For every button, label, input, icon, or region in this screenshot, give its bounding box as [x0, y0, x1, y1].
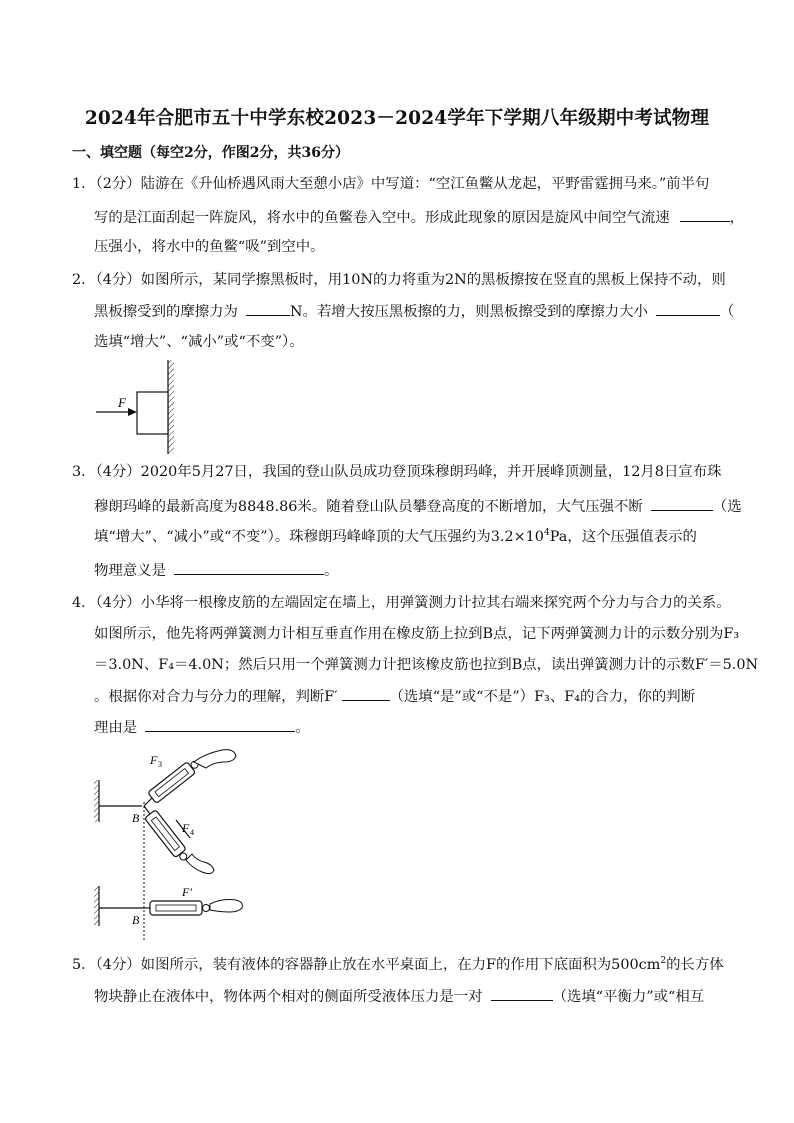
- q5-line-2-text-b: （选填“平衡力”或“相互: [552, 989, 705, 1005]
- q1-line-2-text: 写的是江面刮起一阵旋风，将水中的鱼鳖卷入空中。形成此现象的原因是旋风中间空气流速: [94, 210, 670, 226]
- q2-line-2-text-a: 黑板擦受到的摩擦力为: [94, 304, 238, 320]
- label-f3: F: [150, 753, 158, 767]
- force-arrow-head: [128, 408, 137, 416]
- hand-middle-icon: [186, 854, 214, 874]
- section-heading: 一、填空题（每空2分，作图2分，共36分）: [72, 145, 349, 161]
- q2-line-2-text-b: N。若增大按压黑板擦的力，则黑板擦受到的摩擦力大小: [289, 304, 648, 320]
- q3-line-3-text-a: 填“增大”、“减小”或“不变”）。珠穆朗玛峰峰顶的大气压强约为3.2×10: [94, 529, 544, 545]
- q2-line-1: 2．（4分）如图所示，某同学擦黑板时，用10N的力将重为2N的黑板擦按在竖直的黑板上保持不动，则: [72, 272, 726, 288]
- hand-top-icon: [194, 750, 236, 768]
- q3-answer-blank-2[interactable]: [174, 560, 324, 575]
- q1-line-1: 1．（2分）陆游在《升仙桥遇风雨大至憩小店》中写道：“空江鱼鳖从龙起，平野雷霆拥马来。”前半句: [72, 176, 710, 192]
- q3-line-4: [94, 560, 338, 581]
- q5-exponent: 2: [660, 956, 667, 967]
- q3-line-4-end: 。: [323, 563, 339, 579]
- q4-line-4-text-a: 。根据你对合力与分力的理解，判断F′: [94, 689, 338, 705]
- label-f-prime: F′: [182, 885, 192, 899]
- q4-answer-blank-2[interactable]: [145, 717, 295, 732]
- q5-answer-blank-1[interactable]: [491, 986, 553, 1001]
- spring-scale-f-prime: [144, 901, 210, 915]
- spring-scale-figure: [90, 742, 250, 942]
- label-f3-subscript: 3: [158, 760, 162, 769]
- q1-line-3: 压强小，将水中的鱼鳖“吸”到空中。: [94, 239, 325, 255]
- q5-line-2-text-a: 物块静止在液体中，物体两个相对的侧面所受液体压力是一对: [94, 989, 483, 1005]
- q4-line-5-end: 。: [295, 720, 310, 736]
- q3-answer-blank-1[interactable]: [651, 496, 713, 511]
- wall-bottom-hatch: [94, 886, 99, 926]
- force-label-f: F: [118, 395, 126, 410]
- q4-line-2: 如图所示，他先将两弹簧测力计相互垂直作用在橡皮筋上拉到B点，记下两弹簧测力计的示数分别为F₃: [94, 626, 740, 642]
- q3-line-3-text-b: Pa，这个压强值表示的: [549, 529, 697, 545]
- q3-line-2-text: 穆朗玛峰的最新高度为8848.86米。随着登山队员攀登高度的不断增加，大气压强不断: [94, 499, 643, 515]
- q3-line-4-text: 物理意义是: [94, 563, 166, 579]
- q4-answer-blank-1[interactable]: [342, 686, 390, 701]
- q4-line-5-text: 理由是: [94, 720, 138, 736]
- q5-line-1-text-a: 5．（4分）如图所示，装有液体的容器静止放在水平桌面上，在力F的作用下底面积为500cm: [72, 957, 661, 973]
- q4-line-4: [94, 686, 695, 707]
- eraser-block: [137, 392, 168, 434]
- label-f4: F: [182, 821, 190, 835]
- q5-line-1-text-b: 的长方体: [666, 957, 724, 973]
- wall-top-hatch: [94, 780, 99, 822]
- q3-line-2: [94, 496, 742, 517]
- q3-line-1: 3．（4分）2020年5月27日，我国的登山队员成功登顶珠穆朗玛峰，并开展峰顶测量，12月8日宣布珠: [72, 464, 722, 480]
- q2-answer-blank-2[interactable]: [656, 301, 720, 316]
- q4-line-4-text-b: （选填“是”或“不是”）F₃、F₄的合力，你的判断: [389, 689, 696, 705]
- q5-line-2: [94, 986, 704, 1007]
- q2-answer-blank-1[interactable]: [246, 301, 290, 316]
- q1-line-2-end: ，: [729, 210, 745, 226]
- q5-line-1: [72, 955, 724, 975]
- q4-line-1: 4．（4分）小华将一根橡皮筋的左端固定在墙上，用弹簧测力计拉其右端来探究两个分力与合力的关系。: [72, 595, 731, 611]
- q1-line-2: [94, 207, 744, 228]
- blackboard-wall-hatch: [168, 360, 174, 454]
- hand-bottom-icon: [210, 900, 242, 913]
- q4-line-3: ＝3.0N、F₄＝4.0N；然后只用一个弹簧测力计把该橡皮筋也拉到B点，读出弹簧测力计的示数F′＝5.0N: [94, 657, 759, 673]
- q3-line-2-end: （选: [712, 499, 742, 515]
- page-title: 2024年合肥市五十中学东校2023－2024学年下学期八年级期中考试物理: [84, 108, 710, 129]
- q2-line-2-text-c: （: [719, 304, 735, 320]
- label-f4-subscript: 4: [190, 828, 194, 837]
- q1-answer-blank[interactable]: [680, 207, 730, 222]
- label-b-bottom: B: [132, 913, 140, 927]
- q3-line-3: [94, 527, 697, 547]
- q4-line-5: [94, 717, 310, 738]
- label-b-top: B: [132, 811, 140, 825]
- q2-line-2: [94, 301, 734, 322]
- blackboard-eraser-figure: [90, 356, 190, 456]
- q3-exponent: 4: [543, 528, 550, 539]
- q2-line-3: 选填“增大”、“减小”或“不变”）。: [94, 334, 304, 350]
